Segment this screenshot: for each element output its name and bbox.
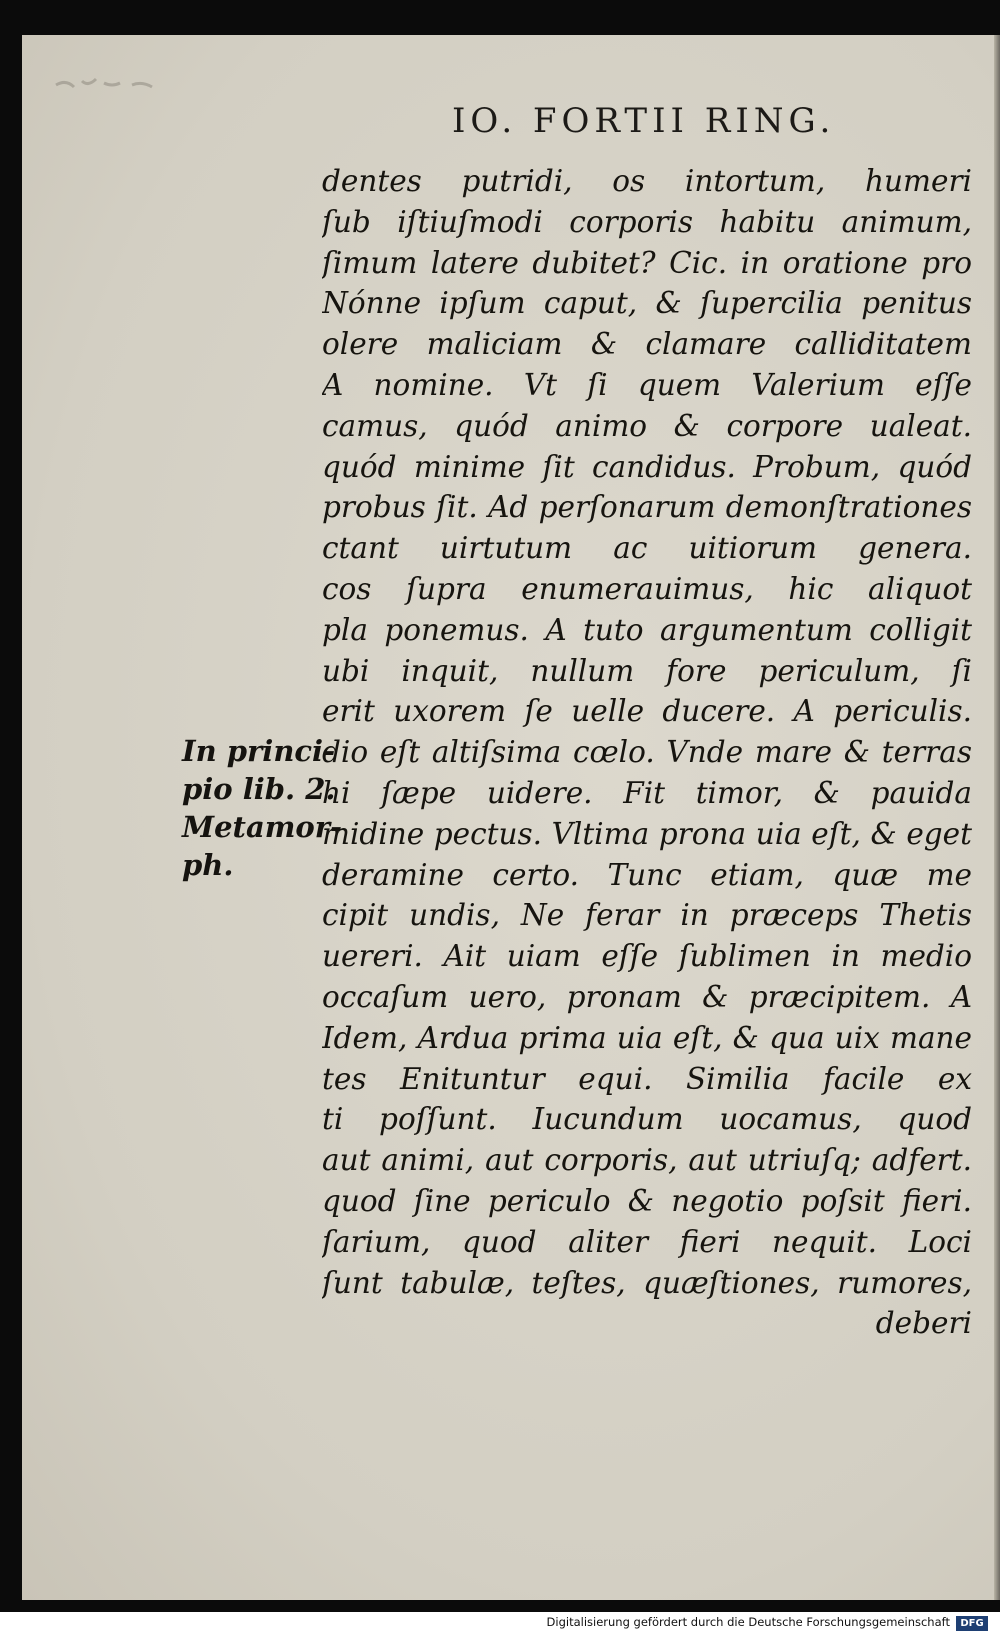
text-line: aut animi, aut corporis, aut utriuſq; adfert. xyxy=(322,1143,972,1178)
dfg-logo: DFG xyxy=(956,1616,988,1631)
marginal-note-line: pio lib. 2. xyxy=(182,772,336,806)
text-line: tes Enituntur equi. Similia facile ex xyxy=(322,1061,972,1096)
running-head: IO. FORTII RING. xyxy=(452,101,836,141)
page-gutter-shadow xyxy=(994,35,1000,1600)
text-line: ſarium, quod aliter fieri nequit. Loci xyxy=(322,1224,972,1259)
text-line: uereri. Ait uiam eſſe ſublimen in medio xyxy=(322,939,972,974)
text-line: quód minime ſit candidus. Probum, quód xyxy=(322,449,972,484)
body-text xyxy=(322,161,972,1344)
marginal-note-line: Metamor- xyxy=(182,810,343,844)
text-line: ubi inquit, nullum fore periculum, ſi xyxy=(322,653,972,688)
text-line: probus ſit. Ad perſonarum demonſtrationes xyxy=(322,490,972,525)
text-line: dentes putridi, os intortum, humeri xyxy=(322,164,972,198)
marginal-note-line: ph. xyxy=(182,848,234,882)
catchword: deberi xyxy=(875,1306,972,1341)
text-line: dio eſt altiſsima cœlo. Vnde mare & terras xyxy=(322,735,972,770)
text-line: olere maliciam & clamare calliditatem xyxy=(322,327,972,362)
footer-credit: Digitalisierung gefördert durch die Deutsche Forschungsgemeinschaft xyxy=(546,1615,950,1629)
text-line: pla ponemus. A tuto argumentum colligit xyxy=(322,612,972,647)
text-line: Idem, Ardua prima uia eſt, & qua uix mane xyxy=(322,1020,972,1055)
marginal-note-line: In princi- xyxy=(182,734,336,768)
text-line: occaſum uero, pronam & præcipitem. A xyxy=(322,979,972,1014)
text-line: deramine certo. Tunc etiam, quæ me xyxy=(322,857,972,892)
text-line: A nomine. Vt ſi quem Valerium eſſe xyxy=(322,367,972,402)
text-line: ſunt tabulæ, teſtes, quæſtiones, rumores, xyxy=(322,1265,972,1300)
text-line: quod ſine periculo & negotio poſsit fieri. xyxy=(322,1183,972,1218)
text-line: midine pectus. Vltima prona uia eſt, & eget xyxy=(322,816,972,851)
text-line: ſimum latere dubitet? Cic. in oratione pro xyxy=(322,245,972,280)
text-line: cipit undis, Ne ferar in præceps Thetis xyxy=(322,898,972,933)
text-line: cos ſupra enumerauimus, hic aliquot xyxy=(322,571,972,606)
digitization-footer xyxy=(0,1612,1000,1636)
text-line: Nónne ipſum caput, & ſupercilia penitus xyxy=(322,286,972,321)
text-line: camus, quód animo & corpore ualeat. xyxy=(322,408,972,443)
text-line: ti poſſunt. Iucundum uocamus, quod xyxy=(322,1102,972,1137)
text-line: ctant uirtutum ac uitiorum genera. xyxy=(322,531,972,566)
text-line: ſub iſtiuſmodi corporis habitu animum, xyxy=(322,204,972,239)
text-line: erit uxorem ſe uelle ducere. A periculis. xyxy=(322,694,972,729)
ink-smudge xyxy=(52,73,172,95)
text-line: hi ſæpe uidere. Fit timor, & pauida xyxy=(322,775,972,810)
book-page xyxy=(22,35,1000,1600)
marginal-note xyxy=(182,732,343,884)
